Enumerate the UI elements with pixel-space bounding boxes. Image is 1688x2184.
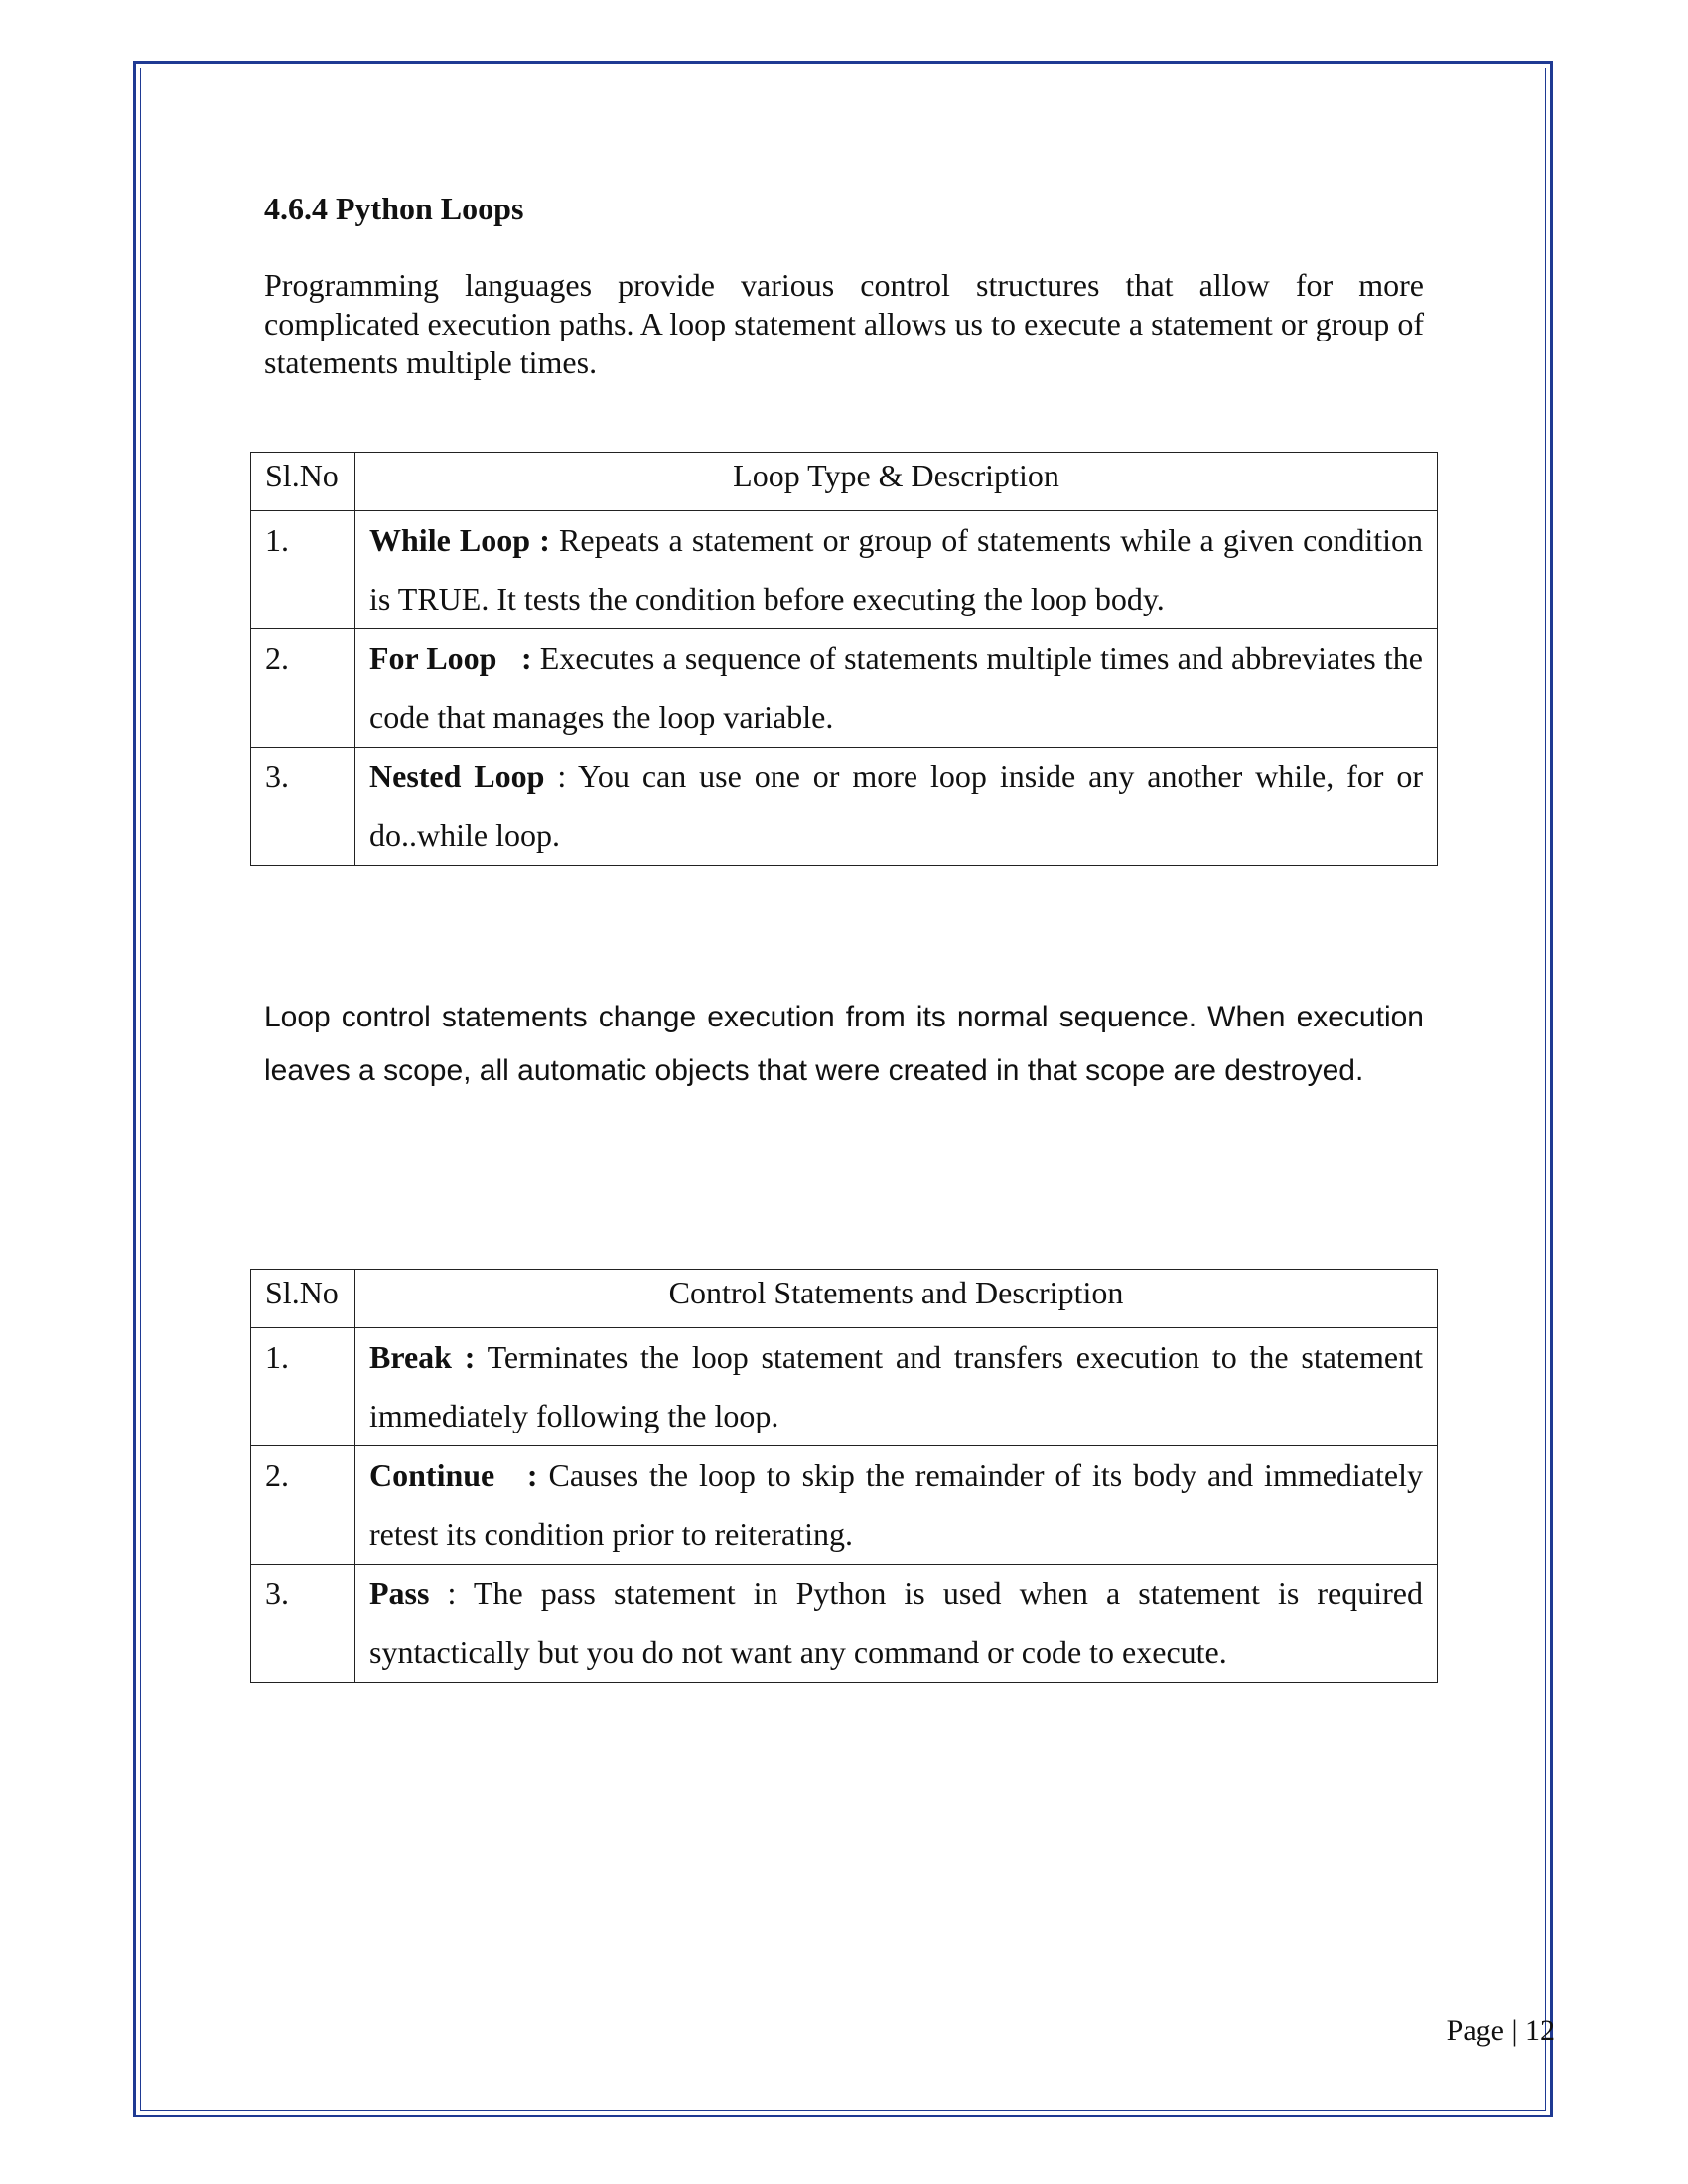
row-text: Repeats a statement or group of statements while a given condition is TRUE. It tests the condition before executing the loop body.: [369, 522, 1424, 616]
row-description: [355, 748, 1438, 866]
row-description: [355, 511, 1438, 629]
column-header-number: Sl.No: [251, 453, 355, 511]
row-number: 2.: [251, 1446, 355, 1565]
row-number: 3.: [251, 1565, 355, 1683]
row-term: Break :: [369, 1339, 476, 1375]
row-term: While Loop :: [369, 522, 550, 558]
loop-types-table: [250, 452, 1438, 866]
row-term: For Loop :: [369, 640, 532, 676]
row-number: 1.: [251, 1328, 355, 1446]
row-term: Pass: [369, 1575, 430, 1611]
row-description: [355, 1446, 1438, 1565]
control-statements-table: [250, 1269, 1438, 1683]
table-row: [251, 1446, 1438, 1565]
table-header-row: [251, 453, 1438, 511]
row-number: 1.: [251, 511, 355, 629]
row-text: : The pass statement in Python is used when a statement is required syntactically but you do not want any command or code to execute.: [369, 1575, 1423, 1670]
row-text: Executes a sequence of statements multiple times and abbreviates the code that manages the loop variable.: [369, 640, 1424, 735]
row-term: Continue :: [369, 1457, 538, 1493]
row-number: 2.: [251, 629, 355, 748]
table-header-row: [251, 1270, 1438, 1328]
row-term: Nested Loop: [369, 758, 545, 794]
intro-paragraph: Programming languages provide various control structures that allow for more complicated execution paths. A loop statement allows us to execute a statement or group of statements multiple times.: [264, 267, 1424, 380]
row-number: 3.: [251, 748, 355, 866]
row-description: [355, 1565, 1438, 1683]
row-text: : You can use one or more loop inside any another while, for or do..while loop.: [369, 758, 1424, 853]
control-intro-paragraph: Loop control statements change execution from its normal sequence. When execution leaves a scope, all automatic objects that were created in that scope are destroyed.: [264, 1001, 1424, 1087]
row-description: [355, 1328, 1438, 1446]
row-text: Causes the loop to skip the remainder of its body and immediately retest its condition prior to reiterating.: [369, 1457, 1424, 1552]
column-header-description: Loop Type & Description: [355, 453, 1438, 511]
table-row: [251, 511, 1438, 629]
table-row: [251, 748, 1438, 866]
page-number: Page | 12: [1446, 2014, 1555, 2047]
table-row: [251, 629, 1438, 748]
row-description: [355, 629, 1438, 748]
column-header-number: Sl.No: [251, 1270, 355, 1328]
column-header-description: Control Statements and Description: [355, 1270, 1438, 1328]
row-text: Terminates the loop statement and transfers execution to the statement immediately following the loop.: [369, 1339, 1424, 1433]
table-row: [251, 1565, 1438, 1683]
section-heading: 4.6.4 Python Loops: [264, 191, 524, 226]
table-row: [251, 1328, 1438, 1446]
